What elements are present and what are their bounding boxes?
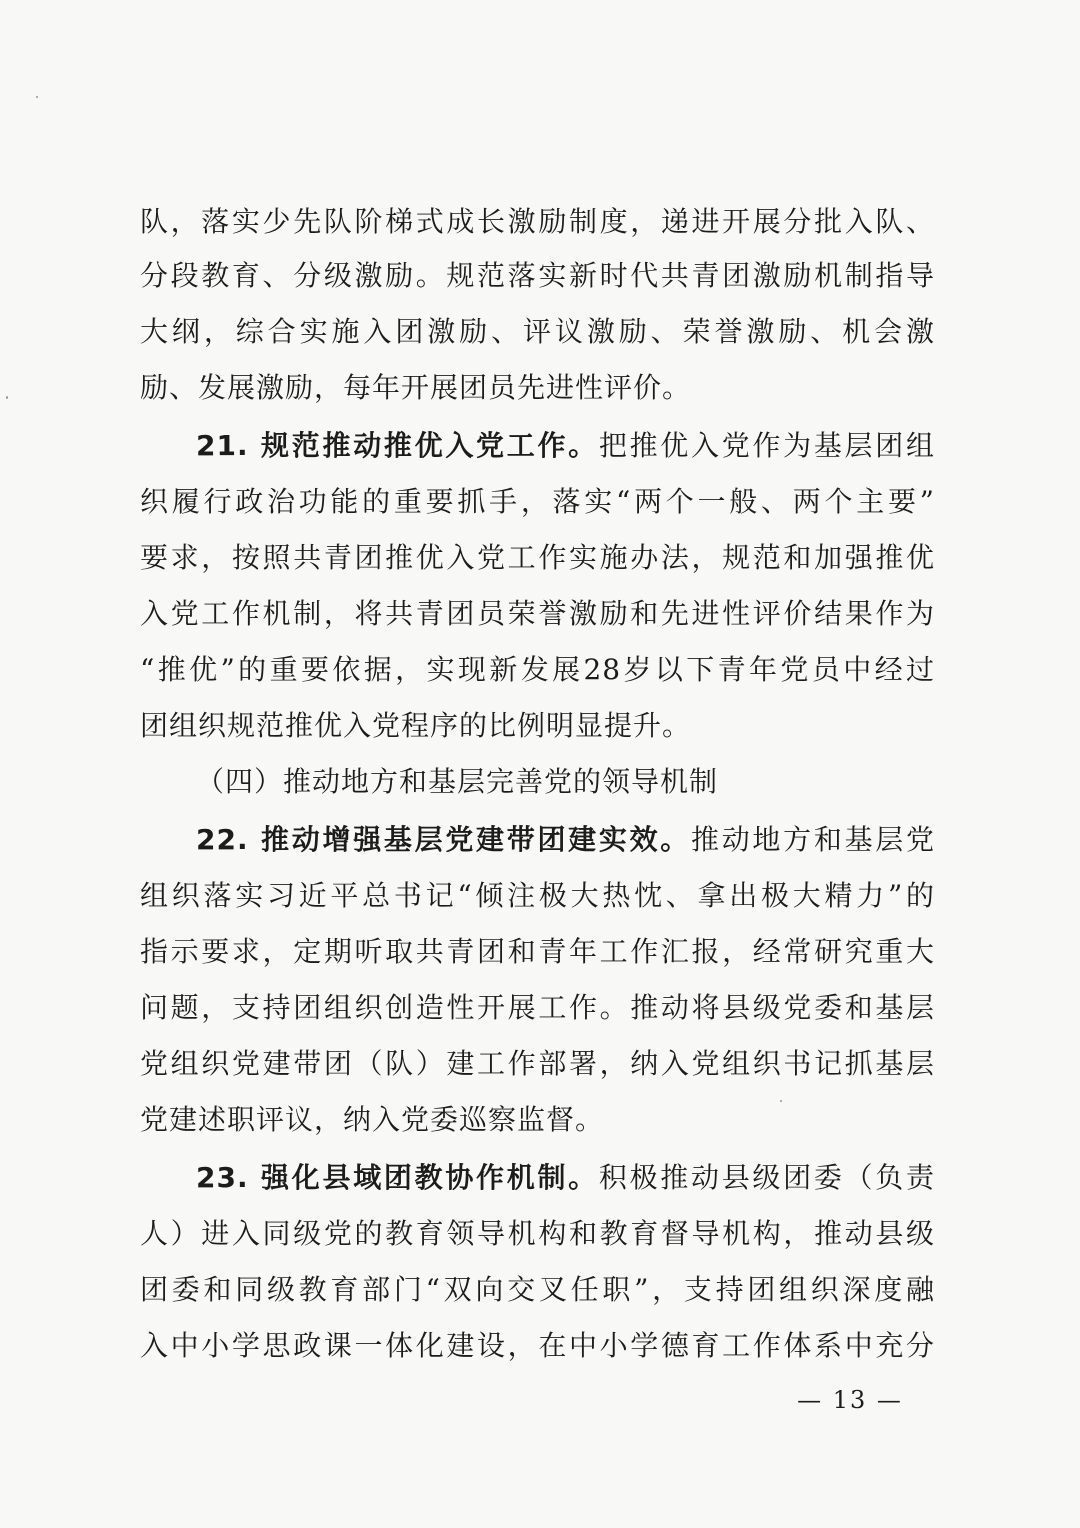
- item-22-text: 推动地方和基层党: [691, 823, 935, 856]
- page-number: — 13 —: [797, 1386, 903, 1414]
- item-21-first-line: [196, 426, 935, 466]
- paragraph-line: 分段教育、分级激励。规范落实新时代共青团激励机制指导: [140, 259, 935, 292]
- paragraph-line: “推优”的重要依据，实现新发展28岁以下青年党员中经过: [140, 653, 935, 686]
- paragraph-line: 党组织党建带团（队）建工作部署，纳入党组织书记抓基层: [140, 1047, 935, 1080]
- paragraph-line: 织履行政治功能的重要抓手，落实“两个一般、两个主要”: [140, 485, 935, 518]
- paragraph-line: 要求，按照共青团推优入党工作实施办法，规范和加强推优: [140, 541, 935, 574]
- paragraph-line: 问题，支持团组织创造性开展工作。推动将县级党委和基层: [140, 991, 935, 1024]
- scan-speck: [6, 396, 8, 399]
- item-21-heading: 21. 规范推动推优入党工作。: [196, 429, 599, 462]
- scan-speck: [780, 1100, 782, 1102]
- item-22-heading: 22. 推动增强基层党建带团建实效。: [196, 823, 692, 856]
- paragraph-line: 团委和同级教育部门“双向交叉任职”，支持团组织深度融: [140, 1273, 935, 1306]
- paragraph-line: 大纲，综合实施入团激励、评议激励、荣誉激励、机会激: [140, 315, 935, 348]
- paragraph-line: 指示要求，定期听取共青团和青年工作汇报，经常研究重大: [140, 935, 935, 968]
- paragraph-line: 入中小学思政课一体化建设，在中小学德育工作体系中充分: [140, 1329, 935, 1362]
- item-21-text: 把推优入党作为基层团组: [598, 429, 935, 462]
- item-23-heading: 23. 强化县域团教协作机制。: [196, 1161, 599, 1194]
- paragraph-line: 队，落实少先队阶梯式成长激励制度，递进开展分批入队、: [140, 205, 935, 238]
- section-four-heading: （四）推动地方和基层完善党的领导机制: [196, 765, 719, 798]
- paragraph-line: 励、发展激励，每年开展团员先进性评价。: [140, 371, 692, 404]
- item-22-first-line: [196, 820, 935, 860]
- paragraph-line: 组织落实习近平总书记“倾注极大热忱、拿出极大精力”的: [140, 879, 935, 912]
- item-23-first-line: [196, 1158, 935, 1198]
- paragraph-line: 党建述职评议，纳入党委巡察监督。: [140, 1103, 605, 1136]
- paragraph-line: 人）进入同级党的教育领导机构和教育督导机构，推动县级: [140, 1217, 935, 1250]
- item-23-text: 积极推动县级团委（负责: [598, 1161, 935, 1194]
- paragraph-line: 团组织规范推优入党程序的比例明显提升。: [140, 709, 692, 742]
- paragraph-line: 入党工作机制，将共青团员荣誉激励和先进性评价结果作为: [140, 597, 935, 630]
- scan-speck: [36, 96, 38, 98]
